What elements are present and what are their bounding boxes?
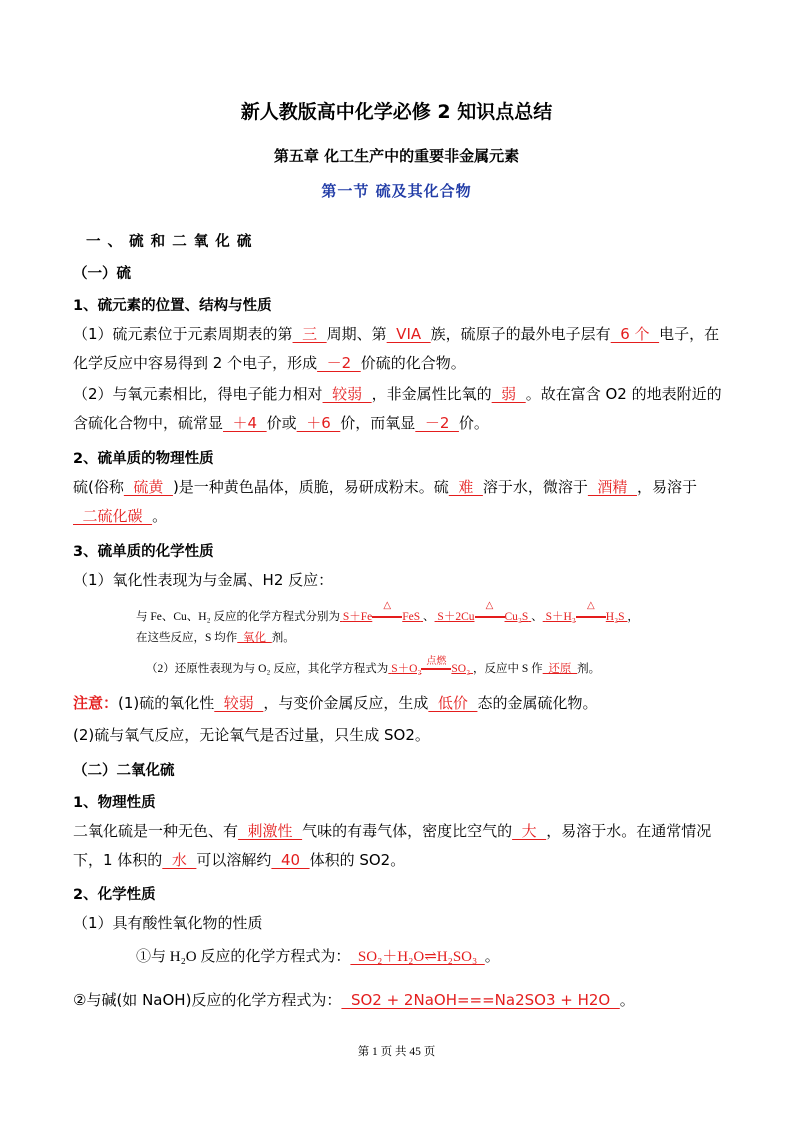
blank-electrons: 6 个 — [610, 325, 660, 343]
page-footer: 第 1 页 共 45 页 — [357, 1046, 436, 1058]
blank-period: 三 — [292, 325, 327, 343]
paragraph-oxygen-note: (2)硫与氧气反应，无论氧气是否过量，只生成 SO2。 — [73, 726, 430, 744]
heading-so2-physical: 1、物理性质 — [73, 795, 156, 811]
paragraph-so2-naoh: ②与碱(如 NaOH)反应的化学方程式为： SO2 + 2NaOH===Na2SO3 + H2O 。 — [73, 991, 635, 1009]
blank-minus2: －2 — [415, 414, 459, 432]
heading-physical-properties: 2、硫单质的物理性质 — [73, 451, 214, 467]
section-heading: 第一节 硫及其化合物 — [321, 182, 472, 200]
part-heading-sulfur-and-so2: 一 、 硫 和 二 氧 化 硫 — [86, 234, 253, 250]
blank-cs2: 二硫化碳 — [73, 507, 153, 525]
blank-so2-water-equation: SO₂＋H₂O⇌H₂SO₃ — [350, 949, 485, 965]
blank-plus4: ＋4 — [223, 414, 267, 432]
paragraph-so2-water: ①与 H₂O 反应的化学方程式为： SO₂＋H₂O⇌H₂SO₃ 。 — [136, 949, 500, 965]
subheading-sulfur: （一）硫 — [73, 266, 131, 282]
blank-nonmetal: 弱 — [491, 385, 526, 403]
blank-so2-naoh-equation: SO2 + 2NaOH===Na2SO3 + H2O — [341, 991, 620, 1009]
blank-group: VIA — [386, 325, 431, 343]
blank-oxidizer: 氧化 — [237, 632, 272, 644]
paragraph-acidic-oxide: （1）具有酸性氧化物的性质 — [73, 914, 263, 932]
subheading-so2: （二）二氧化硫 — [73, 763, 175, 779]
blank-reducer: 还原 — [542, 663, 578, 675]
paragraph-physical-properties: 硫(俗称 硫黄 )是一种黄色晶体，质脆，易研成粉末。硫 难 溶于水，微溶于 酒精 ，易溶于 二硫化碳 。 — [73, 478, 697, 525]
paragraph-sulfur-oxygen-compare: （2）与氧元素相比，得电子能力相对 较弱 ，非金属性比氧的 弱 。故在富含 O2 的地表附近的含硫化合物中，硫常显 ＋4 价或 ＋6 价，而氧显 －2 价。 — [73, 385, 722, 432]
blank-volume: 40 — [271, 851, 310, 869]
blank-alcohol: 酒精 — [587, 478, 637, 496]
note-label: 注意： — [73, 694, 119, 712]
blank-common-name: 硫黄 — [123, 478, 173, 496]
blank-water: 水 — [162, 851, 197, 869]
heading-so2-chemical: 2、化学性质 — [73, 887, 156, 903]
paragraph-oxidizing: （1）氧化性表现为与金属、H2 反应： — [73, 571, 334, 589]
chapter-heading: 第五章 化工生产中的重要非金属元素 — [273, 147, 520, 165]
blank-pungent: 刺激性 — [238, 822, 303, 840]
blank-valence: －2 — [317, 354, 361, 372]
heading-sulfur-position: 1、硫元素的位置、结构与性质 — [73, 298, 272, 314]
heading-chemical-properties: 3、硫单质的化学性质 — [73, 544, 214, 560]
blank-ability: 较弱 — [322, 385, 372, 403]
paragraph-note: 注意：(1)硫的氧化性 较弱 ，与变价金属反应，生成 低价 态的金属硫化物。 — [73, 694, 598, 712]
blank-low-valence: 低价 — [428, 694, 478, 712]
equation-line-reducing: （2）还原性表现为与 O₂ 反应，其化学方程式为 S＋O₂ 点燃 SO₂ ，反应中 S 作 还原 剂。 — [146, 656, 601, 675]
blank-water-solubility: 难 — [448, 478, 483, 496]
document-title: 新人教版高中化学必修 2 知识点总结 — [240, 101, 553, 123]
equation-line-oxidizer: 在这些反应，S 均作 氧化 剂。 — [136, 632, 295, 644]
blank-density: 大 — [512, 822, 547, 840]
equation-line-metals: 与 Fe、Cu、H₂ 反应的化学方程式分别为 S＋Fe △ FeS 、 S＋2Cu △ Cu₂S 、 S＋H₂ △ H₂S ， — [136, 600, 639, 623]
blank-weak-oxidizing: 较弱 — [214, 694, 264, 712]
paragraph-so2-physical: 二氧化硫是一种无色、有 刺激性 气味的有毒气体，密度比空气的 大 ，易溶于水。在通常情况下，1 体积的 水 可以溶解约 40 体积的 SO2。 — [73, 822, 712, 869]
blank-plus6: ＋6 — [296, 414, 341, 432]
paragraph-sulfur-position: （1）硫元素位于元素周期表的第 三 周期、第 VIA 族，硫原子的最外电子层有 6 个 电子，在化学反应中容易得到 2 个电子，形成 －2 价硫的化合物。 — [73, 325, 720, 372]
